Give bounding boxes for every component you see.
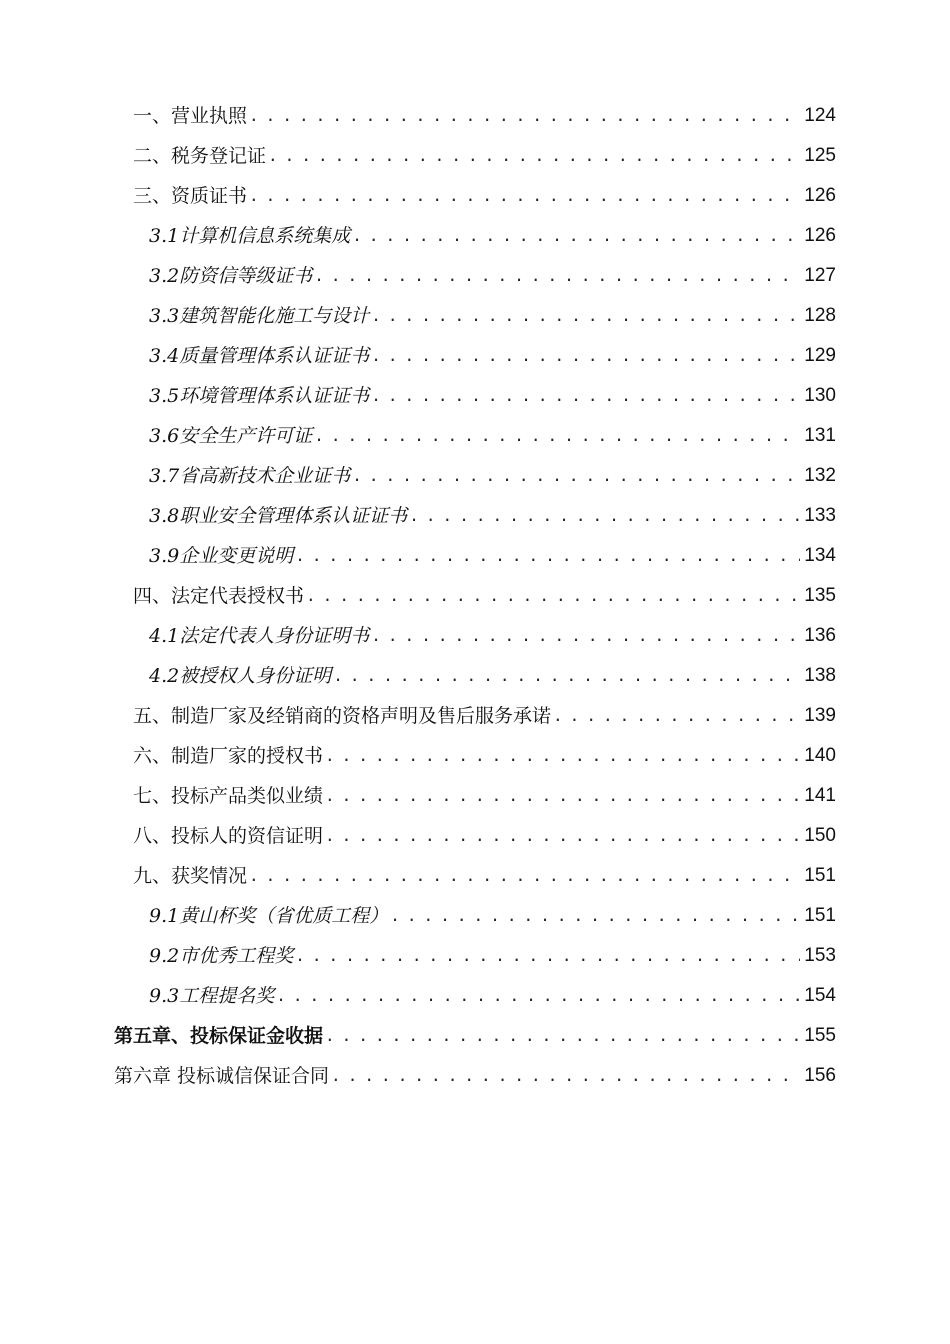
dot-leader <box>553 696 800 736</box>
toc-entry-title: 3.6安全生产许可证 <box>149 425 313 447</box>
toc-entry-title: 3.5环境管理体系认证证书 <box>149 385 370 407</box>
toc-entry-page: 130 <box>804 385 836 406</box>
toc-entry-page: 139 <box>804 705 836 726</box>
dot-leader <box>268 136 800 176</box>
toc-entry-title: 4.2被授权人身份证明 <box>149 665 332 687</box>
toc-entry-chapter-5[interactable] <box>0 1016 950 1056</box>
toc-entry-3-3[interactable] <box>0 296 950 336</box>
toc-entry-page: 126 <box>804 225 836 246</box>
dot-leader <box>295 936 800 976</box>
toc-entry-title: 3.1计算机信息系统集成 <box>149 225 351 247</box>
toc-entry-1[interactable] <box>0 96 950 136</box>
toc-entry-9[interactable] <box>0 856 950 896</box>
toc-entry-3-7[interactable] <box>0 456 950 496</box>
toc-entry-page: 140 <box>804 745 836 766</box>
toc-entry-page: 131 <box>804 425 836 446</box>
toc-entry-title: 一、营业执照 <box>133 105 248 127</box>
toc-entry-title: 七、投标产品类似业绩 <box>133 785 324 807</box>
toc-entry-3-4[interactable] <box>0 336 950 376</box>
dot-leader <box>333 656 800 696</box>
toc-entry-page: 124 <box>804 105 836 126</box>
dot-leader <box>331 1056 800 1096</box>
toc-entry-5[interactable] <box>0 696 950 736</box>
toc-entry-page: 155 <box>804 1025 836 1046</box>
dot-leader <box>276 976 800 1016</box>
toc-entry-9-3[interactable] <box>0 976 950 1016</box>
dot-leader <box>325 776 800 816</box>
dot-leader <box>371 336 800 376</box>
toc-entry-9-2[interactable] <box>0 936 950 976</box>
toc-entry-3-9[interactable] <box>0 536 950 576</box>
dot-leader <box>295 536 800 576</box>
dot-leader <box>352 456 800 496</box>
toc-entry-page: 129 <box>804 345 836 366</box>
toc-entry-title: 3.9企业变更说明 <box>149 545 294 567</box>
toc-entry-page: 154 <box>804 985 836 1006</box>
toc-entry-page: 156 <box>804 1065 836 1086</box>
toc-entry-title: 五、制造厂家及经销商的资格声明及售后服务承诺 <box>133 705 552 727</box>
toc-entry-chapter-6[interactable] <box>0 1056 950 1096</box>
dot-leader <box>314 256 800 296</box>
toc-entry-page: 126 <box>804 185 836 206</box>
toc-entry-3-5[interactable] <box>0 376 950 416</box>
toc-entry-title: 3.8职业安全管理体系认证证书 <box>149 505 408 527</box>
toc-entry-page: 141 <box>804 785 836 806</box>
toc-entry-title: 第六章 投标诚信保证合同 <box>114 1065 330 1087</box>
toc-entry-page: 135 <box>804 585 836 606</box>
toc-entry-3-6[interactable] <box>0 416 950 456</box>
dot-leader <box>306 576 800 616</box>
dot-leader <box>371 616 800 656</box>
toc-entry-page: 136 <box>804 625 836 646</box>
dot-leader <box>371 376 800 416</box>
dot-leader <box>325 736 800 776</box>
toc-entry-page: 151 <box>804 905 836 926</box>
toc-entry-3[interactable] <box>0 176 950 216</box>
toc-entry-4-2[interactable] <box>0 656 950 696</box>
dot-leader <box>249 176 800 216</box>
toc-entry-title: 3.7省高新技术企业证书 <box>149 465 351 487</box>
toc-entry-page: 153 <box>804 945 836 966</box>
toc-entry-title: 八、投标人的资信证明 <box>133 825 324 847</box>
dot-leader <box>390 896 800 936</box>
toc-entry-title: 9.1黄山杯奖（省优质工程） <box>149 905 389 927</box>
toc-entry-title: 九、获奖情况 <box>133 865 248 887</box>
toc-entry-page: 151 <box>804 865 836 886</box>
toc-entry-title: 4.1法定代表人身份证明书 <box>149 625 370 647</box>
toc-entry-9-1[interactable] <box>0 896 950 936</box>
toc-entry-3-8[interactable] <box>0 496 950 536</box>
toc-entry-page: 125 <box>804 145 836 166</box>
toc-entry-3-1[interactable] <box>0 216 950 256</box>
toc-entry-title: 四、法定代表授权书 <box>133 585 305 607</box>
toc-entry-title: 第五章、投标保证金收据 <box>114 1025 324 1047</box>
dot-leader <box>249 96 800 136</box>
toc-entry-page: 150 <box>804 825 836 846</box>
dot-leader <box>352 216 800 256</box>
dot-leader <box>314 416 800 456</box>
toc-entry-4-1[interactable] <box>0 616 950 656</box>
toc-entry-page: 138 <box>804 665 836 686</box>
toc-entry-4[interactable] <box>0 576 950 616</box>
dot-leader <box>249 856 800 896</box>
toc-entry-page: 132 <box>804 465 836 486</box>
toc-entry-3-2[interactable] <box>0 256 950 296</box>
toc-entry-title: 二、税务登记证 <box>133 145 267 167</box>
dot-leader <box>325 816 800 856</box>
toc-entry-title: 3.4质量管理体系认证证书 <box>149 345 370 367</box>
dot-leader <box>409 496 800 536</box>
toc-entry-6[interactable] <box>0 736 950 776</box>
table-of-contents <box>0 96 950 1096</box>
toc-entry-page: 127 <box>804 265 836 286</box>
toc-entry-title: 六、制造厂家的授权书 <box>133 745 324 767</box>
dot-leader <box>325 1016 800 1056</box>
toc-entry-title: 9.2市优秀工程奖 <box>149 945 294 967</box>
toc-entry-2[interactable] <box>0 136 950 176</box>
toc-entry-title: 3.2防资信等级证书 <box>149 265 313 287</box>
toc-entry-title: 三、资质证书 <box>133 185 248 207</box>
toc-entry-7[interactable] <box>0 776 950 816</box>
toc-entry-page: 128 <box>804 305 836 326</box>
dot-leader <box>371 296 800 336</box>
toc-entry-page: 133 <box>804 505 836 526</box>
toc-entry-8[interactable] <box>0 816 950 856</box>
toc-entry-title: 3.3建筑智能化施工与设计 <box>149 305 370 327</box>
toc-entry-page: 134 <box>804 545 836 566</box>
toc-entry-title: 9.3工程提名奖 <box>149 985 275 1007</box>
